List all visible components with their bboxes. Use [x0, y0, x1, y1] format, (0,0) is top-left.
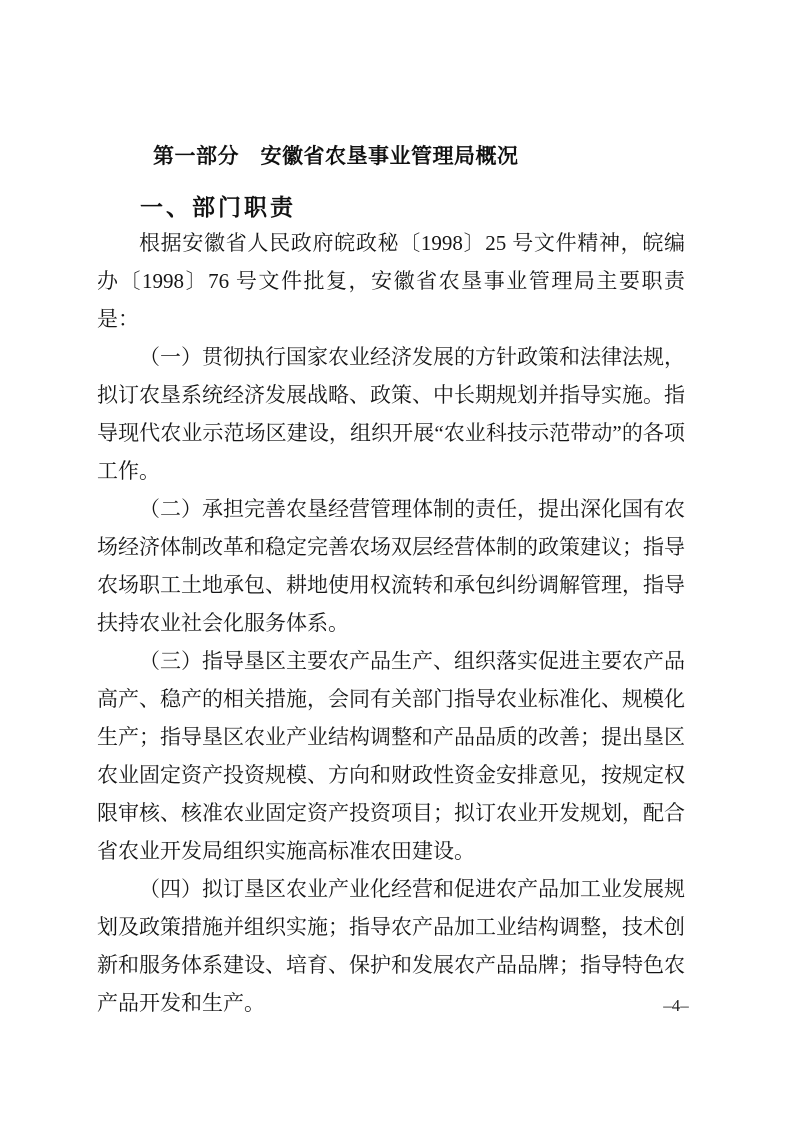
paragraph-intro: 根据安徽省人民政府皖政秘〔1998〕25 号文件精神，皖编办〔1998〕76 号文件批复，安徽省农垦事业管理局主要职责是： — [97, 231, 685, 331]
document-body — [97, 224, 685, 1022]
section-heading: 一、部门职责 — [140, 194, 296, 220]
paragraph-duty-1: （一）贯彻执行国家农业经济发展的方针政策和法律法规，拟订农垦系统经济发展战略、政策、中长期规划并指导实施。指导现代农业示范场区建设，组织开展“农业科技示范带动”的各项工作。 — [97, 345, 685, 483]
paragraph-duty-2: （二）承担完善农垦经营管理体制的责任，提出深化国有农场经济体制改革和稳定完善农场双层经营体制的政策建议；指导农场职工土地承包、耕地使用权流转和承包纠纷调解管理，指导扶持农业社会化服务体系。 — [97, 497, 685, 635]
paragraph-duty-3: （三）指导垦区主要农产品生产、组织落实促进主要农产品高产、稳产的相关措施，会同有关部门指导农业标准化、规模化生产；指导垦区农业产业结构调整和产品品质的改善；提出垦区农业固定资产投资规模、方向和财政性资金安排意见，按规定权限审核、核准农业固定资产投资项目；拟订农业开发规划，配合省农业开发局组织实施高标准农田建设。 — [97, 649, 685, 863]
page-number: –4– — [663, 996, 689, 1015]
document-title: 第一部分 安徽省农垦事业管理局概况 — [153, 145, 519, 168]
paragraph-duty-4: （四）拟订垦区农业产业化经营和促进农产品加工业发展规划及政策措施并组织实施；指导农产品加工业结构调整，技术创新和服务体系建设、培育、保护和发展农产品品牌；指导特色农产品开发和生产。 — [97, 877, 685, 1015]
